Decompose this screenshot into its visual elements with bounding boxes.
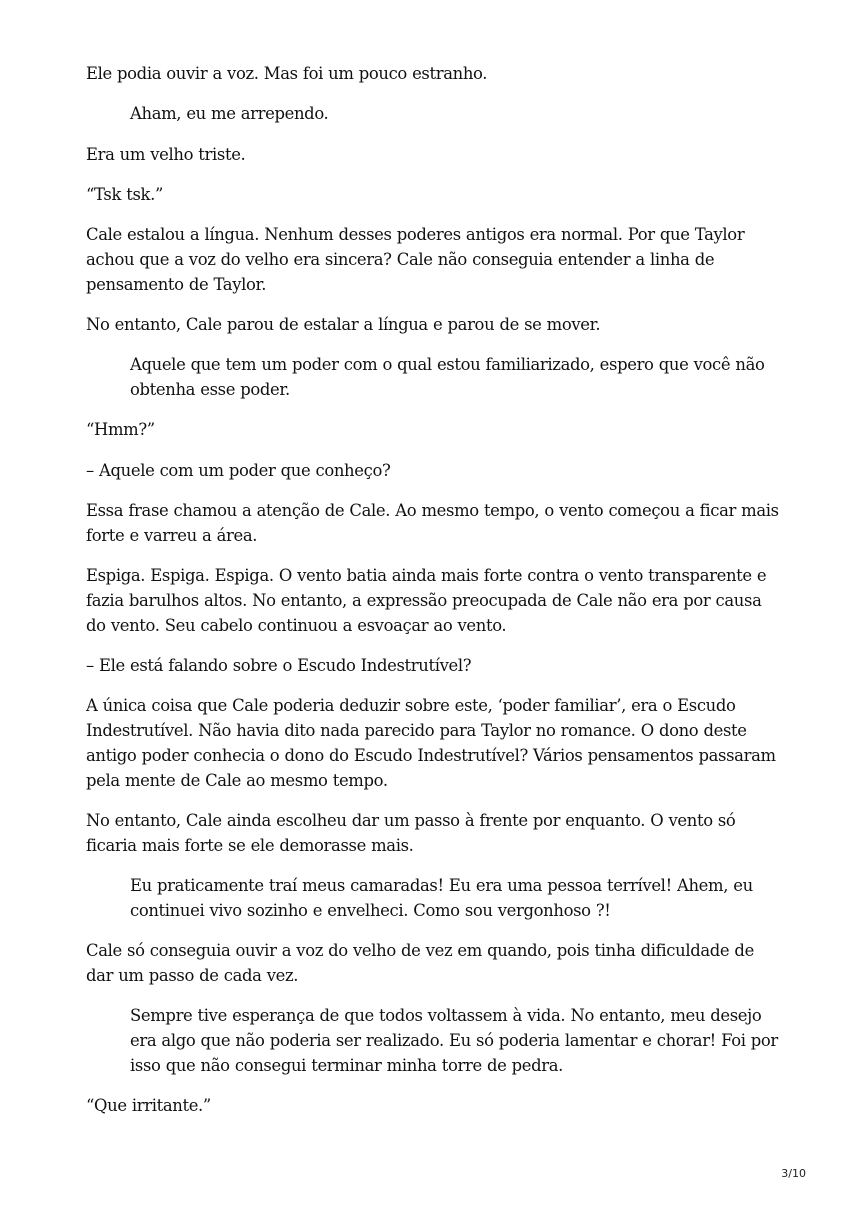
indented-paragraph: Aquele que tem um poder com o qual estou familiarizado, espero que você não obtenha esse poder.: [130, 355, 765, 400]
paragraph: Era um velho triste.: [86, 144, 246, 164]
document-page: [86, 62, 786, 1135]
indented-paragraph: Sempre tive esperança de que todos voltassem à vida. No entanto, meu desejo era algo que não poderia ser realizado. Eu só poderia lamentar e chorar! Foi por isso que não consegui terminar minha torre de pedra.: [130, 1006, 778, 1075]
paragraph: Espiga. Espiga. Espiga. O vento batia ainda mais forte contra o vento transparente e fazia barulhos altos. No entanto, a expressão preocupada de Cale não era por causa do vento. Seu cabelo continuou a esvoaçar ao vento.: [86, 566, 767, 635]
paragraph: Essa frase chamou a atenção de Cale. Ao mesmo tempo, o vento começou a ficar mais forte e varreu a área.: [86, 501, 779, 545]
indented-paragraph: Eu praticamente traí meus camaradas! Eu era uma pessoa terrível! Ahem, eu continuei vivo sozinho e envelheci. Como sou vergonhoso ?!: [130, 876, 753, 920]
paragraph: – Aquele com um poder que conheço?: [86, 460, 391, 480]
indented-paragraph: Aham, eu me arrependo.: [130, 104, 329, 124]
paragraph: No entanto, Cale ainda escolheu dar um passo à frente por enquanto. O vento só ficaria mais forte se ele demorasse mais.: [86, 811, 736, 855]
paragraph: Cale só conseguia ouvir a voz do velho de vez em quando, pois tinha dificuldade de dar um passo de cada vez.: [86, 941, 754, 986]
paragraph: No entanto, Cale parou de estalar a língua e parou de se mover.: [86, 315, 601, 335]
paragraph: “Hmm?”: [86, 420, 155, 440]
paragraph: “Que irritante.”: [86, 1096, 211, 1116]
paragraph: Ele podia ouvir a voz. Mas foi um pouco estranho.: [86, 64, 488, 83]
paragraph: “Tsk tsk.”: [86, 184, 163, 204]
page-number: 3/10: [781, 1167, 806, 1180]
paragraph: A única coisa que Cale poderia deduzir sobre este, ‘poder familiar’, era o Escudo Indestrutível. Não havia dito nada parecido para Taylor no romance. O dono deste antigo poder conhecia o dono do Escudo Indestrutível? Vários pensamentos passaram pela mente de Cale ao mesmo tempo.: [86, 696, 776, 790]
paragraph: – Ele está falando sobre o Escudo Indestrutível?: [86, 656, 472, 676]
paragraph: Cale estalou a língua. Nenhum desses poderes antigos era normal. Por que Taylor achou que a voz do velho era sincera? Cale não conseguia entender a linha de pensamento de Taylor.: [86, 225, 745, 294]
